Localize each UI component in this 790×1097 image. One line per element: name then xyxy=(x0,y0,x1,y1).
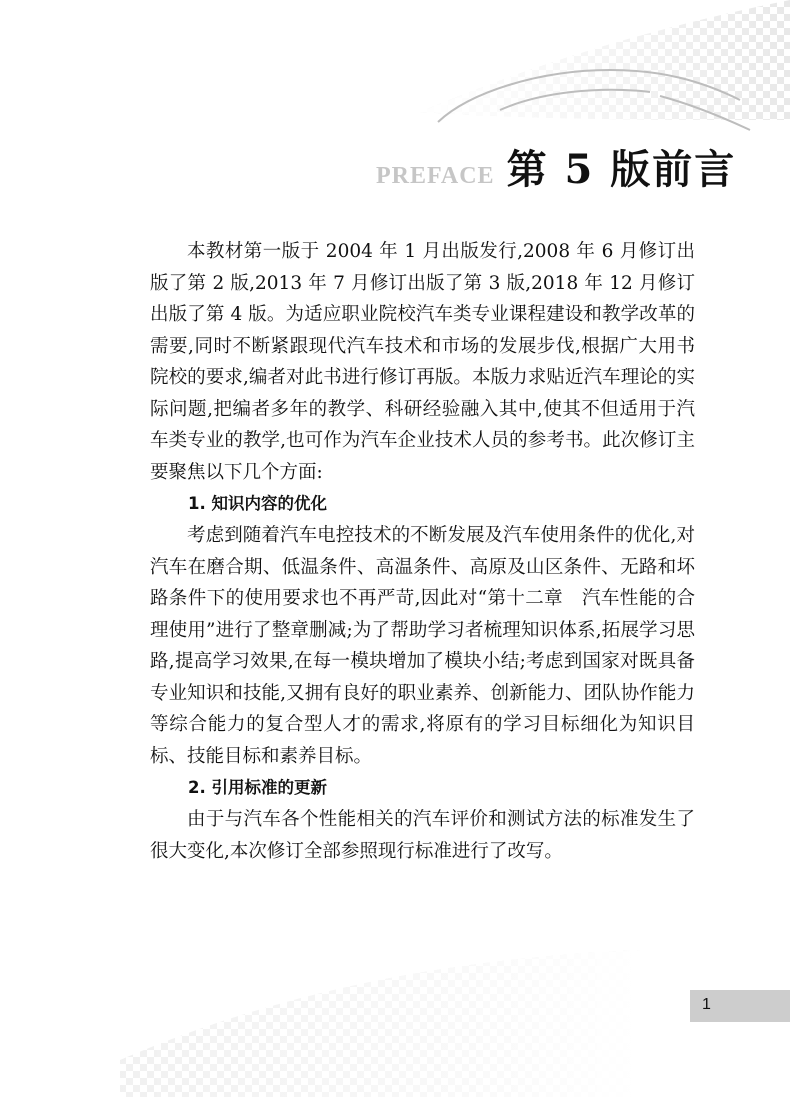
section-paragraph: 考虑到随着汽车电控技术的不断发展及汽车使用条件的优化,对汽车在磨合期、低温条件、高温条件、高原及山区条件、无路和坏路条件下的使用要求也不再严苛,因此对“第十二章 汽车性能的合理使用”进行了整章删减;为了帮助学习者梳理知识体系,拓展学习思路,提高学习效果,在每一模块增加了模块小结;考虑到国家对既具备专业知识和技能,又拥有良好的职业素养、创新能力、团队协作能力等综合能力的复合型人才的需求,将原有的学习目标细化为知识目标、技能目标和素养目标。 xyxy=(150,525,695,767)
page-title xyxy=(376,138,737,193)
checkered-flag-top xyxy=(420,0,790,120)
title-english: PREFACE xyxy=(376,163,495,189)
section-heading: 1. 知识内容的优化 xyxy=(188,494,327,513)
section-paragraph: 由于与汽车各个性能相关的汽车评价和测试方法的标准发生了很大变化,本次修订全部参照现行标准进行了改写。 xyxy=(150,809,695,862)
page-number-tab xyxy=(690,990,790,1022)
section-heading: 2. 引用标准的更新 xyxy=(188,778,327,797)
checkered-flag-bottom xyxy=(120,950,640,1097)
preface-body xyxy=(150,236,695,867)
page-number: 1 xyxy=(702,996,711,1013)
intro-paragraph: 本教材第一版于 2004 年 1 月出版发行,2008 年 6 月修订出版了第 2 版,2013 年 7 月修订出版了第 3 版,2018 年 12 月修订出版了第 4 版。为适应职业院校汽车类专业课程建设和教学改革的需要,同时不断紧跟现代汽车技术和市场的发展步伐,根据广大用书院校的要求,编者对此书进行修订再版。本版力求贴近汽车理论的实际问题,把编者多年的教学、科研经验融入其中,使其不但适用于汽车类专业的教学,也可作为汽车企业技术人员的参考书。此次修订主要聚焦以下几个方面: xyxy=(150,241,695,483)
title-chinese: 第 5 版前言 xyxy=(506,146,737,193)
